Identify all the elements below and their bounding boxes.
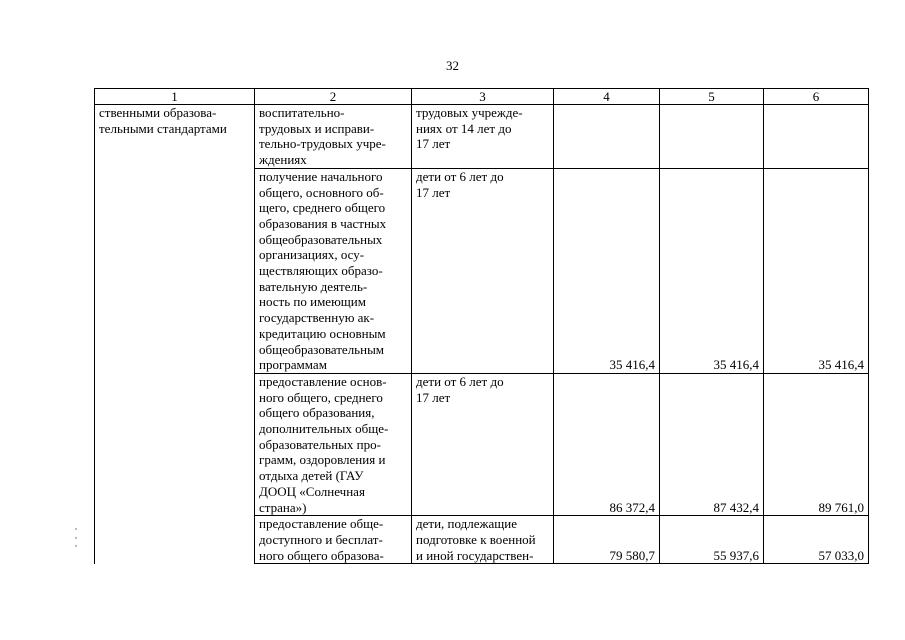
cell-line: доступного и бесплат- (259, 531, 383, 547)
cell-line: вательную деятель- (259, 278, 368, 294)
cell-line: ственными образова- (99, 105, 217, 120)
value-cell (764, 105, 869, 169)
recipients-cell (412, 516, 554, 564)
cell-line: ного общего, среднего (259, 389, 383, 405)
cell-line: государственную ак- (259, 310, 375, 326)
cell-line: дополнительных обще- (259, 421, 389, 437)
value-cell (554, 105, 660, 169)
value-cell: 89 761,0 (764, 373, 869, 515)
recipients-cell (412, 373, 554, 515)
cell-line: и иной государствен- (416, 547, 534, 563)
value-cell: 35 416,4 (554, 168, 660, 373)
cell-line: образовательных про- (259, 436, 381, 452)
page-number: 32 (446, 58, 459, 73)
column-header: 4 (554, 89, 660, 105)
cell-line: ществляющих образо- (259, 263, 383, 279)
value-cell: 79 580,7 (554, 516, 660, 564)
value-cell: 35 416,4 (764, 168, 869, 373)
value-cell: 35 416,4 (660, 168, 764, 373)
value-cell: 87 432,4 (660, 373, 764, 515)
cell-line: кредитацию основным (259, 325, 386, 341)
cell-line: подготовке к военной (416, 531, 536, 547)
cell-line: общеобразовательным (259, 341, 385, 357)
value-cell: 86 372,4 (554, 373, 660, 515)
recipients-cell (412, 105, 554, 169)
cell-line: общего, основного об- (259, 184, 384, 200)
cell-line: тельными стандартами (99, 120, 227, 136)
table-header-row (95, 89, 869, 105)
category-cell (95, 105, 255, 564)
cell-line: щего, среднего общего (259, 200, 386, 216)
cell-line: ДООЦ «Солнечная (259, 483, 365, 499)
value-cell: 55 937,6 (660, 516, 764, 564)
cell-line: организациях, осу- (259, 247, 365, 263)
cell-line: образования в частных (259, 215, 387, 231)
column-header: 5 (660, 89, 764, 105)
service-cell (255, 516, 412, 564)
cell-line: общего образования, (259, 405, 375, 421)
cell-line: страна») (259, 499, 307, 515)
cell-line: трудовых учрежде- (416, 105, 523, 120)
cell-line: грамм, оздоровления и (259, 452, 386, 468)
cell-line: общеобразовательных (259, 231, 383, 247)
table-row (95, 105, 869, 169)
scan-speck (75, 528, 77, 530)
scan-speck (75, 537, 77, 539)
service-cell (255, 168, 412, 373)
cell-line: трудовых и исправи- (259, 120, 375, 136)
service-cell (255, 105, 412, 169)
cell-line: ного общего образова- (259, 547, 384, 563)
cell-line: предоставление основ- (259, 373, 387, 389)
column-header: 1 (95, 89, 255, 105)
cell-line: получение начального (259, 168, 383, 184)
cell-line: тельно-трудовых учре- (259, 136, 386, 152)
column-header: 6 (764, 89, 869, 105)
value-cell (660, 105, 764, 169)
service-cell (255, 373, 412, 515)
cell-line: предоставление обще- (259, 516, 384, 532)
cell-line: ность по имеющим (259, 294, 366, 310)
budget-table (94, 88, 869, 564)
cell-line: отдыха детей (ГАУ (259, 468, 364, 484)
column-header: 2 (255, 89, 412, 105)
recipients-cell (412, 168, 554, 373)
cell-line: 17 лет (416, 184, 451, 200)
value-cell: 57 033,0 (764, 516, 869, 564)
cell-line: программам (259, 357, 327, 373)
cell-line: дети от 6 лет до (416, 373, 504, 389)
cell-line: 17 лет (416, 136, 451, 152)
scan-speck (75, 545, 77, 547)
cell-line: 17 лет (416, 389, 451, 405)
column-header: 3 (412, 89, 554, 105)
cell-line: дети от 6 лет до (416, 168, 504, 184)
cell-line: ждениях (259, 152, 307, 168)
cell-line: дети, подлежащие (416, 516, 517, 532)
cell-line: ниях от 14 лет до (416, 120, 512, 136)
cell-line: воспитательно- (259, 105, 345, 120)
